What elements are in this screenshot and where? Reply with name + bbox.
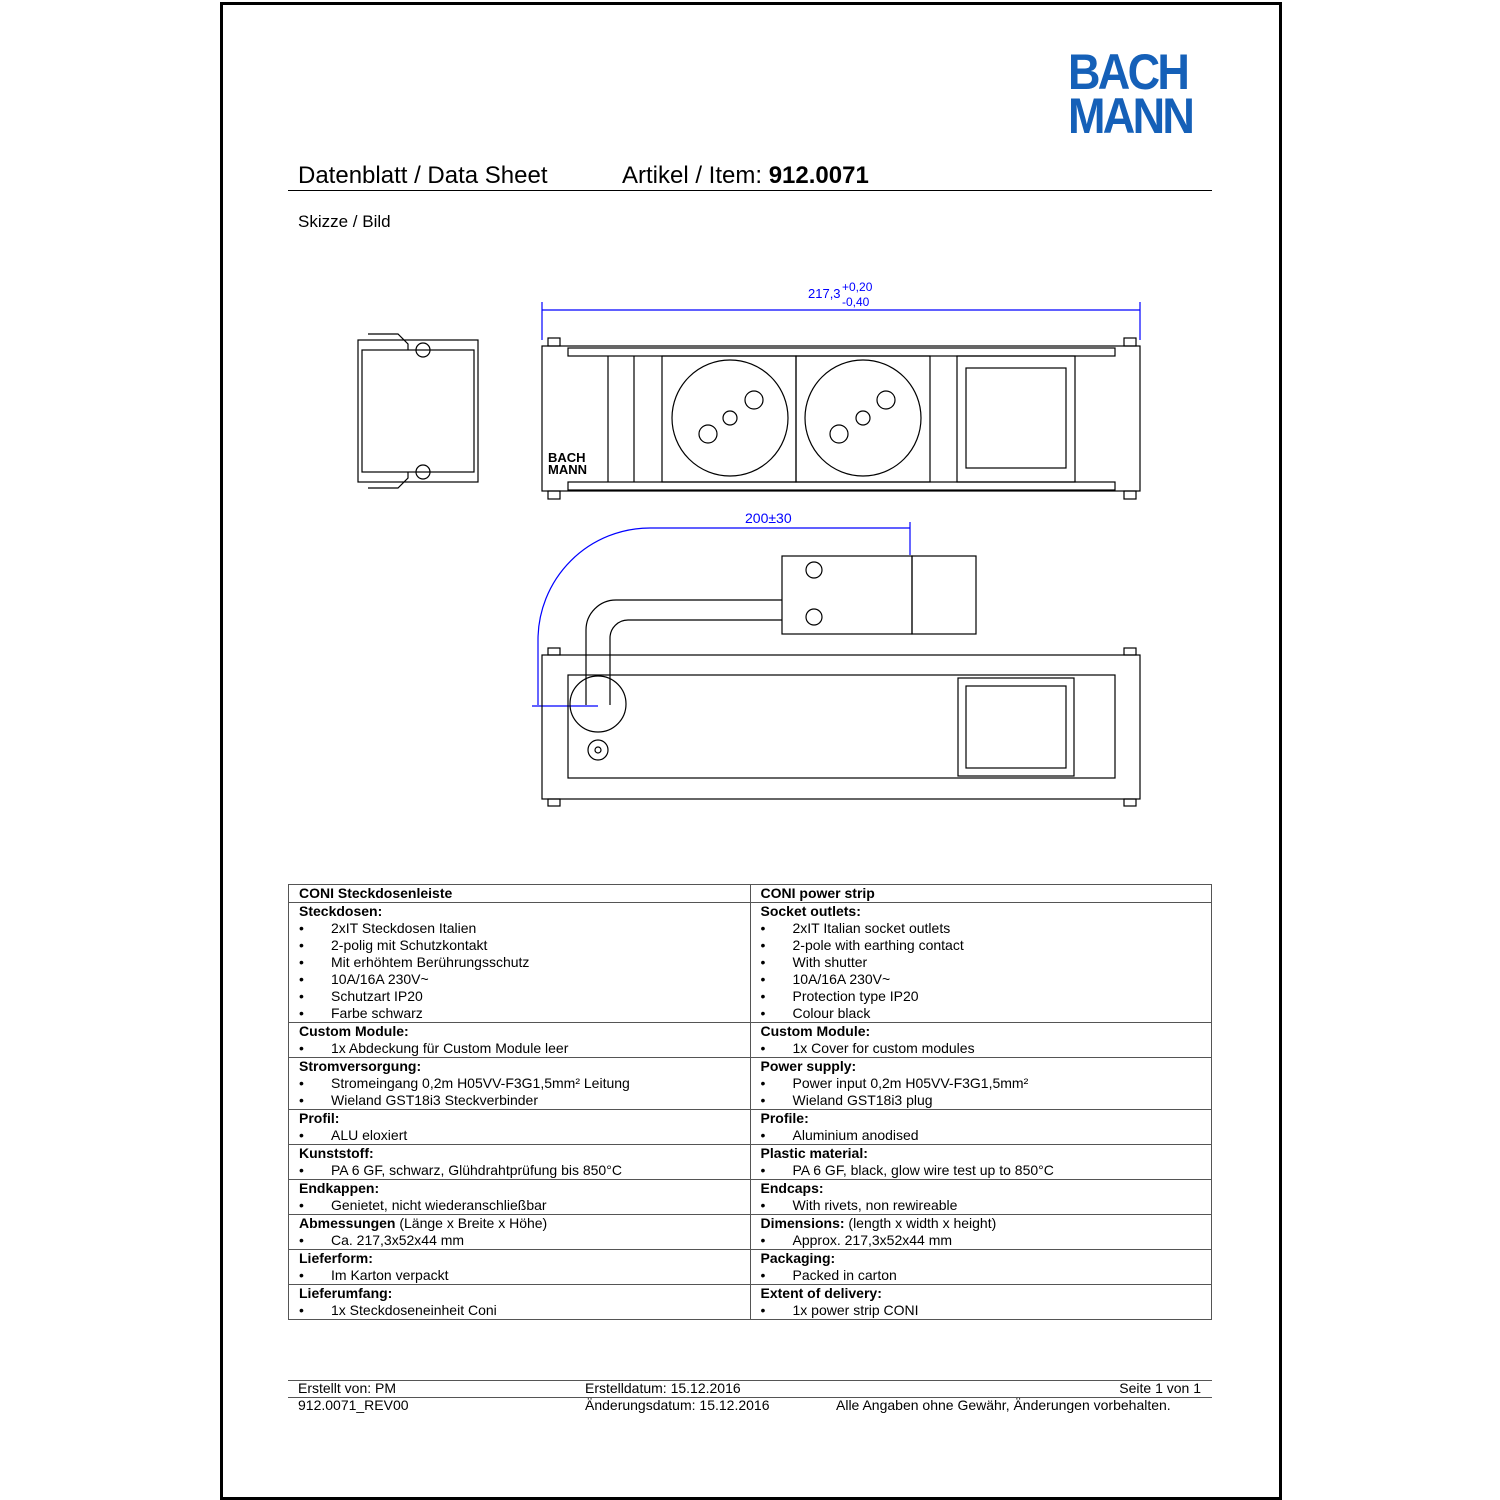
list-item-text: 1x Abdeckung für Custom Module leer xyxy=(331,1040,569,1056)
bullet-icon: • xyxy=(299,920,304,936)
spec-row xyxy=(289,1180,1212,1215)
spec-row xyxy=(289,1110,1212,1145)
bullet-icon: • xyxy=(299,1302,304,1318)
spec-heading: Extent of delivery: xyxy=(760,1285,882,1301)
spec-heading-note: (Länge x Breite x Höhe) xyxy=(395,1215,548,1231)
spec-heading: Power supply: xyxy=(760,1058,857,1074)
tolerance-minus: -0,40 xyxy=(842,295,870,309)
list-item xyxy=(761,1232,1212,1249)
spec-heading: Socket outlets: xyxy=(760,903,861,919)
list-item xyxy=(761,1127,1212,1144)
list-item-text: ALU eloxiert xyxy=(331,1127,408,1143)
bullet-icon: • xyxy=(760,1092,766,1108)
bullet-icon: • xyxy=(299,1092,304,1108)
list-item xyxy=(761,1302,1212,1319)
spec-cell-de xyxy=(289,1110,751,1145)
list-item-text: Genietet, nicht wiederanschließbar xyxy=(331,1197,547,1213)
bullet-icon: • xyxy=(760,1302,766,1318)
list-item xyxy=(299,1075,750,1092)
bullet-icon: • xyxy=(299,1040,304,1056)
bullet-icon: • xyxy=(760,1040,766,1056)
modified-date: Änderungsdatum: 15.12.2016 xyxy=(585,1397,770,1413)
bullet-icon: • xyxy=(760,971,766,987)
cable-length-value: 200±30 xyxy=(745,510,792,526)
top-view xyxy=(542,338,1140,499)
spec-cell-de xyxy=(289,1058,751,1110)
disclaimer: Alle Angaben ohne Gewähr, Änderungen vorbehalten. xyxy=(836,1397,1171,1413)
list-item xyxy=(761,1040,1212,1057)
list-item-text: PA 6 GF, schwarz, Glühdrahtprüfung bis 850°C xyxy=(331,1162,622,1178)
list-item xyxy=(299,920,750,937)
bullet-icon: • xyxy=(760,988,766,1004)
bullet-icon: • xyxy=(760,1162,766,1178)
bullet-icon: • xyxy=(760,1075,766,1091)
list-item xyxy=(299,937,750,954)
spec-cell-de xyxy=(289,1250,751,1285)
list-item xyxy=(299,1040,750,1057)
spec-row xyxy=(289,1250,1212,1285)
bullet-icon: • xyxy=(299,1127,304,1143)
spec-cell-en xyxy=(750,1180,1212,1215)
section-label: Skizze / Bild xyxy=(298,212,391,231)
bullet-icon: • xyxy=(299,988,304,1004)
spec-heading: Dimensions: xyxy=(760,1215,845,1231)
spec-cell-de xyxy=(289,1215,751,1250)
list-item-text: Im Karton verpackt xyxy=(331,1267,449,1283)
list-item-text: 10A/16A 230V~ xyxy=(331,971,429,987)
list-item xyxy=(761,1092,1212,1109)
item-number: 912.0071 xyxy=(768,162,869,189)
bullet-icon: • xyxy=(299,1075,304,1091)
spec-heading: Endkappen: xyxy=(299,1180,380,1196)
list-item xyxy=(761,954,1212,971)
spec-cell-en xyxy=(750,1023,1212,1058)
spec-row xyxy=(289,1215,1212,1250)
spec-heading: Plastic material: xyxy=(760,1145,868,1161)
spec-cell-en xyxy=(750,1110,1212,1145)
bullet-icon: • xyxy=(299,954,304,970)
spec-heading-note: (length x width x height) xyxy=(844,1215,997,1231)
list-item-text: Wieland GST18i3 plug xyxy=(792,1092,933,1108)
list-item xyxy=(299,1267,750,1284)
page-number: Seite 1 von 1 xyxy=(1119,1380,1201,1396)
list-item-text: 2xIT Steckdosen Italien xyxy=(331,920,477,936)
spec-cell-en xyxy=(750,1215,1212,1250)
created-by: Erstellt von: PM xyxy=(298,1380,397,1396)
list-item xyxy=(761,1075,1212,1092)
bullet-icon: • xyxy=(760,1005,766,1021)
list-item xyxy=(761,1197,1212,1214)
list-item-text: 1x Steckdoseneinheit Coni xyxy=(331,1302,497,1318)
list-item xyxy=(299,1127,750,1144)
bottom-view xyxy=(542,556,1140,806)
list-item-text: With rivets, non rewireable xyxy=(792,1197,958,1213)
bullet-icon: • xyxy=(760,937,766,953)
bullet-icon: • xyxy=(299,1267,304,1283)
bullet-icon: • xyxy=(299,1197,304,1213)
list-item xyxy=(299,954,750,971)
spec-heading: Profile: xyxy=(760,1110,809,1126)
list-item-text: Packed in carton xyxy=(792,1267,897,1283)
spec-cell-de xyxy=(289,903,751,1023)
list-item xyxy=(299,971,750,988)
list-item xyxy=(761,937,1212,954)
bullet-icon: • xyxy=(760,1197,766,1213)
list-item-text: Schutzart IP20 xyxy=(331,988,423,1004)
list-item xyxy=(761,1267,1212,1284)
spec-cell-de xyxy=(289,1023,751,1058)
spec-cell-en xyxy=(750,1058,1212,1110)
spec-heading: Stromversorgung: xyxy=(299,1058,422,1074)
tolerance-plus: +0,20 xyxy=(842,280,873,294)
spec-cell-en xyxy=(750,903,1212,1023)
document-id: 912.0071_REV00 xyxy=(298,1397,409,1413)
list-item-text: Mit erhöhtem Berührungsschutz xyxy=(331,954,530,970)
spec-heading: Lieferumfang: xyxy=(299,1285,393,1301)
spec-cell-en xyxy=(750,1250,1212,1285)
list-item-text: 2-pole with earthing contact xyxy=(792,937,964,953)
list-item xyxy=(761,971,1212,988)
list-item xyxy=(761,988,1212,1005)
list-item-text: Stromeingang 0,2m H05VV-F3G1,5mm² Leitung xyxy=(331,1075,630,1091)
list-item-text: 10A/16A 230V~ xyxy=(792,971,891,987)
list-item-text: 1x power strip CONI xyxy=(792,1302,919,1318)
list-item xyxy=(761,1005,1212,1022)
list-item-text: Colour black xyxy=(792,1005,871,1021)
length-dimension xyxy=(542,280,1140,340)
list-item-text: Approx. 217,3x52x44 mm xyxy=(792,1232,953,1248)
spec-heading: Kunststoff: xyxy=(299,1145,374,1161)
list-item-text: Protection type IP20 xyxy=(792,988,919,1004)
list-item xyxy=(299,1092,750,1109)
list-item-text: 2xIT Italian socket outlets xyxy=(792,920,951,936)
spec-heading: Steckdosen: xyxy=(299,903,383,919)
bullet-icon: • xyxy=(299,1005,304,1021)
spec-cell-de xyxy=(289,1285,751,1320)
item-heading: Artikel / Item: 912.0071 xyxy=(622,162,869,189)
list-item-text: 1x Cover for custom modules xyxy=(792,1040,975,1056)
spec-heading: Abmessungen xyxy=(299,1215,396,1231)
drawing-brand-line1: BACH xyxy=(548,450,586,465)
list-item-text: Wieland GST18i3 Steckverbinder xyxy=(331,1092,538,1108)
list-item xyxy=(299,1232,750,1249)
spec-row xyxy=(289,903,1212,1023)
bullet-icon: • xyxy=(299,971,304,987)
table-header-de: CONI Steckdosenleiste xyxy=(289,885,751,903)
footer-divider-top xyxy=(288,1380,1212,1381)
table-header-row xyxy=(289,885,1212,903)
drawing-brand-line2: MANN xyxy=(548,462,587,477)
bullet-icon: • xyxy=(760,920,766,936)
cable-dimension xyxy=(532,510,910,706)
length-value: 217,3 xyxy=(808,286,841,301)
list-item xyxy=(761,920,1212,937)
bullet-icon: • xyxy=(760,1267,766,1283)
spec-heading: Lieferform: xyxy=(299,1250,373,1266)
list-item-text: Power input 0,2m H05VV-F3G1,5mm² xyxy=(792,1075,1029,1091)
bullet-icon: • xyxy=(299,937,304,953)
spec-heading: Endcaps: xyxy=(760,1180,824,1196)
spec-heading: Custom Module: xyxy=(299,1023,409,1039)
spec-cell-de xyxy=(289,1180,751,1215)
list-item xyxy=(299,988,750,1005)
list-item-text: Farbe schwarz xyxy=(331,1005,423,1021)
list-item-text: 2-polig mit Schutzkontakt xyxy=(331,937,488,953)
spec-row xyxy=(289,1023,1212,1058)
created-date: Erstelldatum: 15.12.2016 xyxy=(585,1380,741,1396)
bullet-icon: • xyxy=(299,1232,304,1248)
list-item xyxy=(299,1197,750,1214)
list-item-text: PA 6 GF, black, glow wire test up to 850°C xyxy=(792,1162,1054,1178)
side-view xyxy=(358,334,478,488)
spec-heading: Profil: xyxy=(299,1110,340,1126)
specification-table xyxy=(288,884,1212,1320)
list-item xyxy=(299,1005,750,1022)
list-item-text: Aluminium anodised xyxy=(792,1127,919,1143)
spec-heading: Packaging: xyxy=(760,1250,836,1266)
bullet-icon: • xyxy=(760,1127,766,1143)
bullet-icon: • xyxy=(299,1162,304,1178)
spec-row xyxy=(289,1285,1212,1320)
bullet-icon: • xyxy=(760,1232,766,1248)
spec-row xyxy=(289,1058,1212,1110)
table-header-en: CONI power strip xyxy=(750,885,1212,903)
list-item xyxy=(299,1302,750,1319)
document-title: Datenblatt / Data Sheet xyxy=(298,162,548,189)
spec-cell-de xyxy=(289,1145,751,1180)
spec-heading: Custom Module: xyxy=(760,1023,871,1039)
list-item xyxy=(761,1162,1212,1179)
list-item-text: Ca. 217,3x52x44 mm xyxy=(331,1232,465,1248)
spec-cell-en xyxy=(750,1145,1212,1180)
spec-cell-en xyxy=(750,1285,1212,1320)
list-item xyxy=(299,1162,750,1179)
bullet-icon: • xyxy=(760,954,766,970)
spec-row xyxy=(289,1145,1212,1180)
list-item-text: With shutter xyxy=(792,954,868,970)
bachmann-logo: BACH MANN xyxy=(1068,44,1193,144)
